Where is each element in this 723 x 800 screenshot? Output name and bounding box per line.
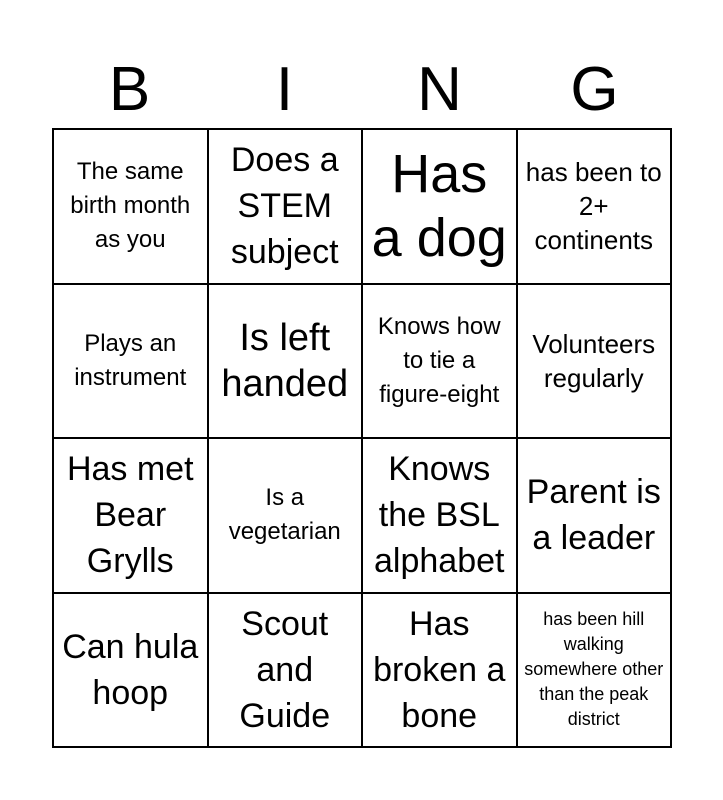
bingo-header <box>52 55 672 124</box>
header-letter-b: B <box>108 55 151 124</box>
bingo-cell-label: Is left handed <box>221 316 349 405</box>
bingo-cell-r1c2[interactable] <box>209 130 364 285</box>
header-letter-i: I <box>275 55 294 124</box>
bingo-cell-r2c1[interactable] <box>54 285 209 440</box>
header-letter-g: G <box>570 55 619 124</box>
bingo-cell-label: Can hula hoop <box>62 627 199 712</box>
bingo-cell-label: Has broken a bone <box>373 604 506 735</box>
bingo-cell-label: Has a dog <box>371 144 507 269</box>
bingo-cell-label: Plays an instrument <box>74 329 187 391</box>
bingo-cell-label: Volunteers regularly <box>532 328 656 393</box>
bingo-cell-r3c1[interactable] <box>54 439 209 594</box>
bingo-cell-r4c2[interactable] <box>209 594 364 749</box>
bingo-cell-r3c4[interactable] <box>518 439 673 594</box>
bingo-cell-r2c4[interactable] <box>518 285 673 440</box>
bingo-cell-r4c3[interactable] <box>363 594 518 749</box>
bingo-cell-r3c2[interactable] <box>209 439 364 594</box>
bingo-cell-r1c3[interactable] <box>363 130 518 285</box>
bingo-cell-r2c2[interactable] <box>209 285 364 440</box>
bingo-cell-label: Knows how to tie a figure-eight <box>377 312 501 408</box>
bingo-cell-label: Parent is a leader <box>526 473 661 558</box>
bingo-cell-r4c1[interactable] <box>54 594 209 749</box>
bingo-cell-r1c4[interactable] <box>518 130 673 285</box>
bingo-cell-r2c3[interactable] <box>363 285 518 440</box>
bingo-cell-r3c3[interactable] <box>363 439 518 594</box>
bingo-cell-label: The same birth month as you <box>70 158 191 254</box>
bingo-cell-label: Is a vegetarian <box>228 484 341 546</box>
bingo-cell-label: Scout and Guide <box>239 604 331 735</box>
bingo-cell-label: Does a STEM subject <box>230 141 339 272</box>
bingo-cell-label: has been hill walking somewhere other than the peak district <box>524 609 664 730</box>
bingo-cell-label: Knows the BSL alphabet <box>374 450 505 581</box>
bingo-board <box>52 128 672 748</box>
bingo-cell-r1c1[interactable] <box>54 130 209 285</box>
header-letter-n: N <box>417 55 462 124</box>
bingo-cell-r4c4[interactable] <box>518 594 673 749</box>
bingo-cell-label: has been to 2+ continents <box>525 157 662 256</box>
bingo-cell-label: Has met Bear Grylls <box>66 450 194 581</box>
